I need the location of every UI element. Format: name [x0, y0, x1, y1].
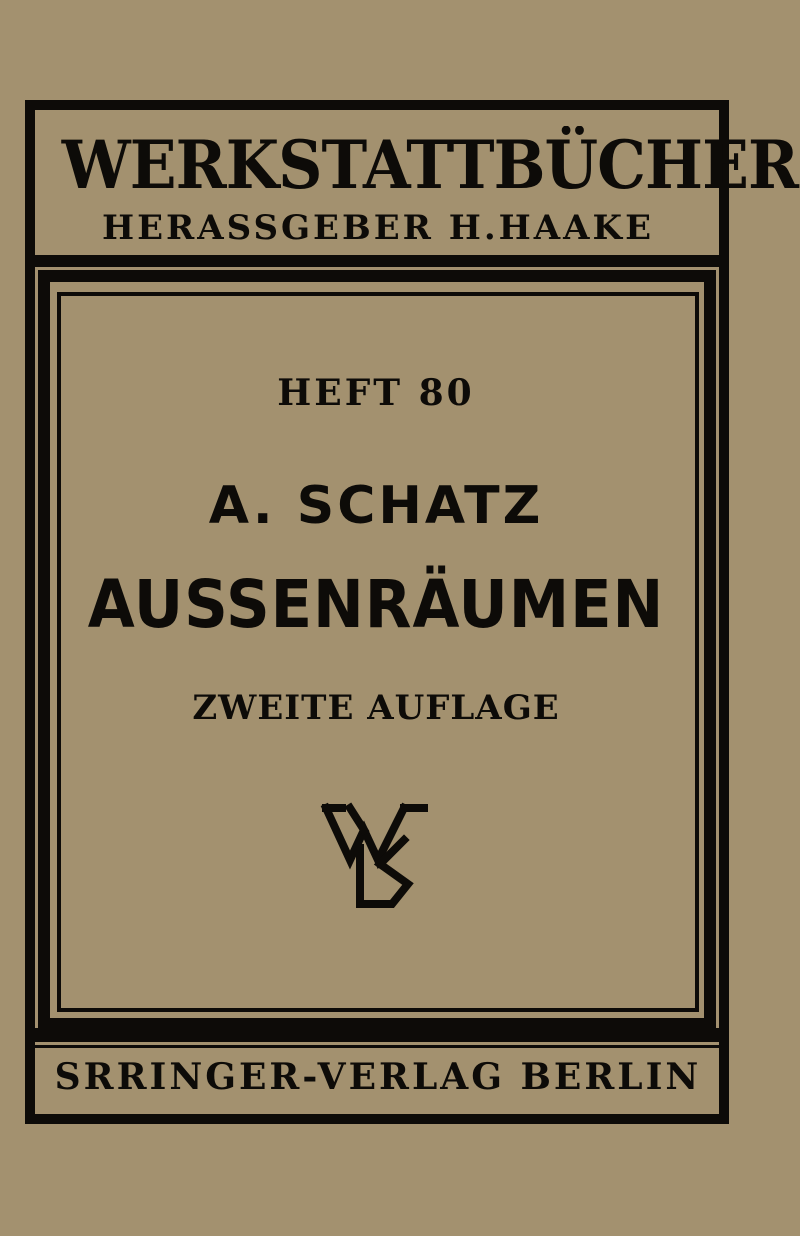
edition-label: ZWEITE AUFLAGE	[192, 688, 560, 728]
editor-line: HERASSGEBER H.HAAKE	[101, 208, 655, 248]
author-name: A. SCHATZ	[208, 476, 544, 536]
series-title: WERKSTATTBÜCHER	[61, 126, 799, 204]
footer-divider-thin	[35, 1045, 719, 1048]
publisher-logo-icon	[320, 800, 432, 912]
book-title: AUSSENRÄUMEN	[87, 566, 665, 643]
issue-number: HEFT 80	[277, 372, 475, 414]
footer-divider	[35, 1028, 719, 1042]
publisher-line: SRRINGER-VERLAG BERLIN	[54, 1056, 702, 1098]
header-divider	[35, 255, 719, 267]
